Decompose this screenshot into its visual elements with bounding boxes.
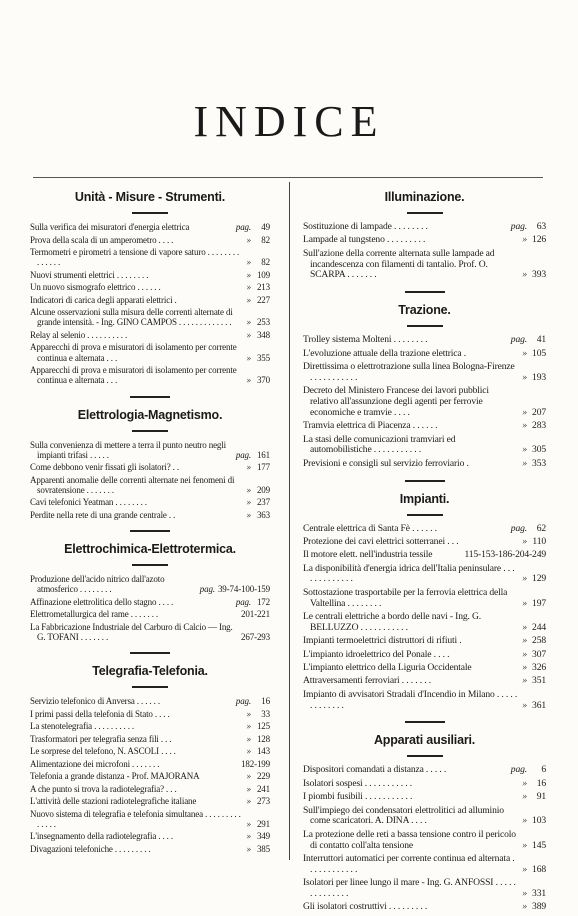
entry-page-marker: » bbox=[522, 420, 527, 432]
entry-page-marker: » bbox=[246, 269, 251, 280]
entry-page-number: 16 bbox=[536, 777, 546, 789]
entry-page-number: 115-153-186-204-249 bbox=[464, 549, 546, 561]
entry-page-marker: » bbox=[246, 818, 251, 829]
entry-page-marker: » bbox=[246, 783, 251, 794]
entry-page-marker: » bbox=[522, 573, 527, 585]
section-separator bbox=[130, 530, 170, 532]
entry-page-number: 237 bbox=[256, 497, 270, 508]
entry-page-marker: » bbox=[246, 708, 251, 719]
entry-page-marker: » bbox=[522, 371, 527, 383]
entry-page-number: 267-293 bbox=[241, 632, 270, 643]
section-rule bbox=[407, 212, 443, 214]
entry-page-marker: » bbox=[246, 796, 251, 807]
index-entry[interactable] bbox=[30, 330, 270, 340]
section-title: Telegrafia-Telefonia. bbox=[92, 664, 208, 679]
entry-page-marker: » bbox=[246, 733, 251, 744]
entry-page-number: 389 bbox=[532, 901, 546, 913]
section-separator bbox=[405, 291, 445, 293]
section-title: Impianti. bbox=[399, 491, 450, 506]
section-rule bbox=[132, 686, 168, 688]
entry-page-marker: » bbox=[246, 294, 251, 305]
entry-page-number: 126 bbox=[532, 234, 546, 246]
entry-page-marker: » bbox=[246, 375, 251, 386]
entry-page-marker: » bbox=[522, 699, 527, 711]
entry-title: La disponibilità d'energia idrica dell'Italia peninsulare . . . . . . . . . . . . . bbox=[303, 562, 515, 585]
entry-page-marker: pag. bbox=[235, 222, 251, 232]
entry-page-number: 62 bbox=[536, 522, 546, 534]
section-elettrologia-magnetismo bbox=[30, 408, 270, 533]
entry-page-marker: » bbox=[522, 887, 527, 899]
entry-title: Perdite nella rete di una grande centrale . . bbox=[30, 509, 176, 520]
entry-page-number: 207 bbox=[532, 406, 546, 418]
entry-title: Previsioni e consigli sul servizio ferroviario . bbox=[303, 457, 469, 469]
entry-title: Alcune osservazioni sulla misura delle correnti alternate di grande intensità. - Ing. GINO CAMPOS . . . . . . . . . . . . . bbox=[30, 307, 233, 328]
index-entry[interactable] bbox=[303, 459, 546, 470]
index-entry[interactable] bbox=[30, 809, 270, 829]
entry-page-marker: » bbox=[522, 406, 527, 418]
entry-page-number: 227 bbox=[256, 294, 270, 305]
entry-page-number: 193 bbox=[532, 371, 546, 383]
entry-page-number: 129 bbox=[532, 573, 546, 585]
entry-page-marker: » bbox=[246, 462, 251, 473]
index-entry[interactable] bbox=[303, 588, 546, 610]
index-entry[interactable] bbox=[303, 362, 546, 384]
entry-page-number: 197 bbox=[532, 597, 546, 609]
entry-title: Tramvia elettrica di Piacenza . . . . . . bbox=[303, 420, 438, 432]
entry-page-number: 63 bbox=[536, 221, 546, 232]
entry-title: Isolatori per linee lungo il mare - Ing. G. ANFOSSI . . . . . . . . . . . . . . bbox=[303, 877, 516, 899]
index-entry[interactable] bbox=[30, 796, 270, 806]
entry-title: L'insegnamento della radiotelegrafia . . . . bbox=[30, 831, 173, 842]
entry-page-number: 370 bbox=[256, 375, 270, 386]
entry-title: Produzione dell'acido nitrico dall'azoto atmosferico . . . . . . . . bbox=[30, 574, 165, 595]
entry-page-number: 353 bbox=[532, 457, 546, 469]
entry-title: Gli isolatori costruttivi . . . . . . . . . bbox=[303, 901, 428, 913]
entry-title: Attraversamenti ferroviari . . . . . . . bbox=[303, 675, 431, 687]
entry-page-number: 244 bbox=[532, 621, 546, 633]
entry-page-marker: » bbox=[246, 282, 251, 293]
entry-title: Trolley sistema Molteni . . . . . . . . bbox=[303, 334, 428, 346]
entry-page-marker: » bbox=[246, 484, 251, 495]
section-rule bbox=[132, 212, 168, 214]
index-entry[interactable] bbox=[30, 734, 270, 744]
index-entry[interactable] bbox=[303, 537, 546, 548]
section-apparati-ausiliari bbox=[303, 733, 546, 913]
entry-title: I piombi fusibili . . . . . . . . . . . bbox=[303, 791, 413, 803]
header-rule bbox=[33, 177, 543, 178]
entry-title: Affinazione elettrolitica dello stagno . . . . bbox=[30, 596, 174, 607]
left-column bbox=[30, 182, 270, 856]
entry-page-number: 283 bbox=[532, 420, 546, 432]
index-entry[interactable] bbox=[30, 497, 270, 507]
entry-page-marker: » bbox=[522, 777, 527, 789]
entry-title: Servizio telefonico di Anversa . . . . . . bbox=[30, 696, 160, 707]
entry-page-marker: » bbox=[522, 662, 527, 674]
entry-title: Isolatori sospesi . . . . . . . . . . . bbox=[303, 777, 413, 789]
entry-title: Protezione dei cavi elettrici sotterranei . . . bbox=[303, 535, 459, 547]
entry-title: Apparecchi di prova e misuratori di isolamento per corrente continua e alternata . . . bbox=[30, 365, 237, 386]
entry-title: Telefonia a grande distanza - Prof. MAJORANA bbox=[30, 771, 200, 782]
entry-page-number: 168 bbox=[532, 863, 546, 875]
section-rule bbox=[407, 325, 443, 327]
entry-title: Divagazioni telefoniche . . . . . . . . . bbox=[30, 843, 151, 854]
entry-page-number: 351 bbox=[532, 675, 546, 687]
entry-page-marker: » bbox=[246, 352, 251, 363]
entry-page-number: 273 bbox=[256, 796, 270, 807]
index-entry[interactable] bbox=[30, 709, 270, 719]
entry-title: Apparenti anomalie delle correnti alternate nei fenomeni di sovratensione . . . . . . . bbox=[30, 474, 235, 495]
entry-page-marker: » bbox=[246, 234, 251, 245]
entry-title: La stasi delle comunicazioni tramviari ed automobilistiche . . . . . . . . . . . bbox=[303, 433, 456, 456]
index-entry[interactable] bbox=[30, 235, 270, 245]
entry-title: La protezione delle reti a bassa tensione contro il pericolo di contatto coll'alta tensione bbox=[303, 828, 516, 851]
entry-page-number: 33 bbox=[261, 708, 270, 719]
entry-page-number: 209 bbox=[256, 484, 270, 495]
index-entry[interactable] bbox=[303, 550, 546, 561]
entry-page-number: 39-74-100-159 bbox=[217, 584, 270, 595]
index-entry[interactable] bbox=[30, 771, 270, 781]
entry-page-marker: » bbox=[522, 444, 527, 456]
entry-page-number: 145 bbox=[532, 839, 546, 851]
section-title: Unità - Misure - Strumenti. bbox=[74, 190, 226, 204]
section-elettrochimica-elettrotermica bbox=[30, 542, 270, 654]
entry-title: L'attività delle stazioni radiotelegrafiche italiane bbox=[30, 796, 197, 807]
entry-page-number: 258 bbox=[532, 635, 546, 647]
entry-page-marker: » bbox=[246, 746, 251, 757]
entry-page-number: 143 bbox=[256, 746, 270, 757]
index-entry[interactable] bbox=[303, 524, 546, 535]
section-title: Apparati ausiliari. bbox=[373, 733, 476, 748]
entry-page-number: 349 bbox=[256, 831, 270, 842]
entry-page-marker: pag. bbox=[235, 696, 251, 707]
index-entry[interactable] bbox=[30, 721, 270, 731]
entry-page-marker: » bbox=[522, 269, 527, 281]
entry-title: La stenotelegrafia . . . . . . . . . . bbox=[30, 721, 135, 732]
index-entry[interactable] bbox=[303, 235, 546, 246]
index-entry[interactable] bbox=[303, 421, 546, 432]
entry-page-number: 253 bbox=[256, 317, 270, 328]
entry-page-number: 103 bbox=[532, 815, 546, 827]
section-rule bbox=[132, 430, 168, 432]
entry-page-marker: » bbox=[522, 347, 527, 359]
index-entry[interactable] bbox=[303, 779, 546, 790]
entry-page-marker: » bbox=[246, 843, 251, 854]
entry-page-marker: pag. bbox=[235, 449, 251, 460]
entry-page-marker: » bbox=[522, 621, 527, 633]
section-title: Illuminazione. bbox=[384, 190, 465, 204]
entry-title: Sostituzione di lampade . . . . . . . . bbox=[303, 221, 428, 232]
entry-page-number: 172 bbox=[256, 596, 270, 607]
section-unita-misure-strumenti bbox=[30, 190, 270, 398]
index-entry[interactable] bbox=[30, 759, 270, 769]
entry-title: Apparecchi di prova e misuratori di isolamento per corrente continua e alternata . . . bbox=[30, 342, 237, 363]
entry-title: Indicatori di carica degli apparati elettrici . bbox=[30, 294, 177, 305]
index-entry[interactable] bbox=[303, 650, 546, 661]
entry-page-number: 291 bbox=[256, 818, 270, 829]
section-separator bbox=[130, 396, 170, 398]
entry-title: Nuovi strumenti elettrici . . . . . . . . bbox=[30, 269, 149, 280]
entry-page-number: 229 bbox=[256, 771, 270, 782]
entry-title: Sulla convenienza di mettere a terra il punto neutro negli impianti trifasi . . . . . bbox=[30, 439, 226, 460]
entry-page-marker: » bbox=[522, 457, 527, 469]
entry-page-number: 385 bbox=[256, 843, 270, 854]
entry-title: Prova della scala di un amperometro . . . . bbox=[30, 234, 174, 245]
entry-page-number: 109 bbox=[256, 269, 270, 280]
index-entry[interactable] bbox=[303, 878, 546, 900]
entry-page-number: 49 bbox=[261, 222, 270, 232]
entry-page-marker: pag. bbox=[199, 584, 215, 595]
entry-page-marker: » bbox=[522, 863, 527, 875]
entry-page-number: 110 bbox=[532, 535, 546, 547]
index-entry[interactable] bbox=[30, 475, 270, 495]
index-entry[interactable] bbox=[303, 765, 546, 776]
entry-title: Centrale elettrica di Santa Fè . . . . . . bbox=[303, 522, 437, 534]
entry-page-number: 128 bbox=[256, 733, 270, 744]
index-entry[interactable] bbox=[303, 249, 546, 281]
section-telegrafia-telefonia bbox=[30, 664, 270, 854]
index-entry[interactable] bbox=[30, 247, 270, 267]
entry-page-marker: » bbox=[522, 535, 527, 547]
entry-page-number: 213 bbox=[256, 282, 270, 293]
entry-title: Lampade al tungsteno . . . . . . . . . bbox=[303, 234, 426, 246]
section-separator bbox=[405, 480, 445, 482]
entry-title: Un nuovo sismografo elettrico . . . . . . bbox=[30, 282, 161, 293]
entry-page-number: 177 bbox=[256, 462, 270, 473]
index-entry[interactable] bbox=[30, 510, 270, 520]
index-entry[interactable] bbox=[303, 902, 546, 913]
index-entry[interactable] bbox=[30, 342, 270, 362]
entry-page-number: 16 bbox=[261, 696, 270, 707]
index-entry[interactable] bbox=[303, 830, 546, 852]
entry-page-marker: » bbox=[522, 815, 527, 827]
entry-title: Dispositori comandati a distanza . . . . . bbox=[303, 764, 447, 776]
index-entry[interactable] bbox=[303, 806, 546, 828]
entry-page-marker: pag. bbox=[510, 221, 527, 232]
entry-page-number: 125 bbox=[256, 721, 270, 732]
entry-title: L'impianto idroelettrico del Ponale . . . . bbox=[303, 648, 450, 660]
section-trazione bbox=[303, 303, 546, 481]
entry-title: Termometri e pirometri a tensione di vapore saturo . . . . . . . . . . . . . . bbox=[30, 247, 240, 268]
entry-page-number: 201-221 bbox=[241, 609, 270, 620]
index-entry[interactable] bbox=[303, 676, 546, 687]
index-entry[interactable] bbox=[303, 386, 546, 418]
index-entry[interactable] bbox=[30, 831, 270, 841]
index-entry[interactable] bbox=[30, 462, 270, 472]
index-entry[interactable] bbox=[303, 564, 546, 586]
entry-title: Direttissima o elettrotrazione sulla linea Bologna-Firenze . . . . . . . . . . . bbox=[303, 360, 515, 383]
section-separator bbox=[405, 721, 445, 723]
entry-page-marker: » bbox=[246, 497, 251, 508]
entry-page-number: 105 bbox=[532, 347, 546, 359]
entry-page-number: 361 bbox=[532, 699, 546, 711]
entry-title: Cavi telefonici Yeatman . . . . . . . . bbox=[30, 497, 147, 508]
entry-page-marker: pag. bbox=[510, 522, 527, 534]
entry-page-number: 326 bbox=[532, 662, 546, 674]
index-entry[interactable] bbox=[303, 663, 546, 674]
column-divider bbox=[289, 182, 290, 860]
entry-page-marker: » bbox=[246, 257, 251, 268]
index-entry[interactable] bbox=[303, 335, 546, 346]
index-entry[interactable] bbox=[303, 690, 546, 712]
entry-page-marker: » bbox=[246, 509, 251, 520]
entry-page-number: 82 bbox=[261, 257, 270, 268]
index-entry[interactable] bbox=[30, 295, 270, 305]
entry-page-number: 348 bbox=[256, 329, 270, 340]
index-entry[interactable] bbox=[30, 222, 270, 232]
entry-page-number: 305 bbox=[532, 444, 546, 456]
entry-title: Il motore elett. nell'industria tessile bbox=[303, 549, 433, 561]
index-entry[interactable] bbox=[30, 597, 270, 607]
entry-page-number: 355 bbox=[256, 352, 270, 363]
entry-page-marker: » bbox=[246, 721, 251, 732]
index-entry[interactable] bbox=[30, 574, 270, 594]
entry-title: La Fabbricazione Industriale del Carburo di Calcio — Ing. G. TOFANI . . . . . . . bbox=[30, 621, 233, 643]
index-entry[interactable] bbox=[30, 282, 270, 292]
entry-page-marker: » bbox=[522, 597, 527, 609]
entry-page-number: 307 bbox=[532, 648, 546, 660]
index-entry[interactable] bbox=[30, 696, 270, 706]
entry-page-number: 82 bbox=[261, 234, 270, 245]
entry-title: Sulla verifica dei misuratori d'energia elettrica bbox=[30, 222, 190, 232]
index-entry[interactable] bbox=[30, 784, 270, 794]
section-rule bbox=[407, 755, 443, 757]
section-illuminazione bbox=[303, 190, 546, 293]
index-entry[interactable] bbox=[30, 609, 270, 619]
entry-page-marker: pag. bbox=[235, 596, 251, 607]
entry-page-marker: » bbox=[246, 317, 251, 328]
section-title: Elettrologia-Magnetismo. bbox=[77, 407, 223, 422]
section-impianti bbox=[303, 492, 546, 724]
entry-title: Trasformatori per telegrafia senza fili . . . bbox=[30, 733, 172, 744]
entry-page-number: 331 bbox=[532, 887, 546, 899]
index-entry[interactable] bbox=[303, 612, 546, 634]
entry-page-marker: » bbox=[522, 234, 527, 246]
index-entry[interactable] bbox=[30, 270, 270, 280]
index-entry[interactable] bbox=[30, 365, 270, 385]
entry-page-number: 393 bbox=[532, 269, 546, 281]
entry-title: I primi passi della telefonia di Stato . . . . bbox=[30, 708, 170, 719]
entry-title: Relay al selenio . . . . . . . . . . bbox=[30, 329, 128, 340]
entry-page-marker: pag. bbox=[510, 764, 527, 776]
index-entry[interactable] bbox=[30, 307, 270, 327]
entry-title: Nuovo sistema di telegrafia e telefonia simultanea . . . . . . . . . . . . . . bbox=[30, 808, 241, 829]
entry-page-marker: » bbox=[522, 675, 527, 687]
entry-title: L'evoluzione attuale della trazione elettrica . bbox=[303, 347, 467, 359]
entry-title: L'impianto elettrico della Liguria Occidentale bbox=[303, 662, 472, 674]
entry-page-number: 182-199 bbox=[241, 758, 270, 769]
index-entry[interactable] bbox=[303, 435, 546, 457]
entry-page-number: 6 bbox=[541, 764, 546, 776]
entry-title: Impianti termoelettrici distruttori di rifiuti . bbox=[303, 635, 462, 647]
entry-page-number: 363 bbox=[256, 509, 270, 520]
section-title: Trazione. bbox=[398, 303, 451, 318]
index-entry[interactable] bbox=[30, 844, 270, 854]
entry-title: Impianto di avvisatori Stradali d'Incendio in Milano . . . . . . . . . . . . . bbox=[303, 688, 518, 711]
entry-page-marker: pag. bbox=[510, 334, 527, 346]
entry-title: Sull'azione della corrente alternata sulle lampade ad incandescenza con filamenti di tantalio. Prof. O. SCARPA . . . . . . . bbox=[303, 247, 495, 281]
index-entry[interactable] bbox=[30, 622, 270, 642]
entry-page-number: 91 bbox=[536, 791, 546, 803]
entry-page-marker: » bbox=[522, 901, 527, 913]
index-entry[interactable] bbox=[303, 222, 546, 233]
entry-page-marker: » bbox=[246, 771, 251, 782]
entry-title: Decreto del Ministero Francese dei lavori pubblici relativo all'assunzione degli agenti per ferrovie economiche e tramvie . . . . bbox=[303, 385, 489, 418]
entry-page-marker: » bbox=[246, 329, 251, 340]
index-entry[interactable] bbox=[30, 746, 270, 756]
entry-page-marker: » bbox=[522, 791, 527, 803]
entry-page-marker: » bbox=[246, 831, 251, 842]
index-entry[interactable] bbox=[30, 440, 270, 460]
entry-page-marker: » bbox=[522, 648, 527, 660]
entry-title: Le centrali elettriche a bordo delle navi - Ing. G. BELLUZZO . . . . . . . . . . . bbox=[303, 611, 482, 633]
index-entry[interactable] bbox=[303, 792, 546, 803]
index-entry[interactable] bbox=[303, 636, 546, 647]
entry-title: Le sorprese del telefono, N. ASCOLI . . . . bbox=[30, 746, 176, 757]
right-column bbox=[303, 182, 546, 916]
section-title: Elettrochimica-Elettrotermica. bbox=[64, 542, 236, 557]
entry-title: Sottostazione trasportabile per la ferrovia elettrica della Valtellina . . . . . . . . bbox=[303, 586, 508, 609]
entry-page-marker: » bbox=[522, 635, 527, 647]
entry-page-marker: » bbox=[522, 839, 527, 851]
entry-page-number: 41 bbox=[536, 334, 546, 346]
index-entry[interactable] bbox=[303, 349, 546, 360]
page-title: INDICE bbox=[193, 97, 385, 146]
entry-page-number: 161 bbox=[256, 449, 270, 460]
section-rule bbox=[407, 514, 443, 516]
entry-title: Elettrometallurgica del rame . . . . . . . bbox=[30, 609, 158, 620]
entry-title: Come debbono venir fissati gli isolatori? . . bbox=[30, 462, 179, 473]
entry-page-number: 241 bbox=[256, 783, 270, 794]
entry-title: A che punto si trova la radiotelegrafia? . . . bbox=[30, 783, 177, 794]
entry-title: Interruttori automatici per corrente continua ed alternata . . . . . . . . . . . . bbox=[303, 852, 515, 875]
entry-title: Alimentazione dei microfoni . . . . . . . bbox=[30, 758, 160, 769]
entry-title: Sull'impiego dei condensatori elettrolitici ad alluminio come scaricatori. A. DINA . . . . bbox=[303, 804, 504, 827]
section-separator bbox=[130, 652, 170, 654]
index-entry[interactable] bbox=[303, 854, 546, 876]
section-rule bbox=[132, 564, 168, 566]
